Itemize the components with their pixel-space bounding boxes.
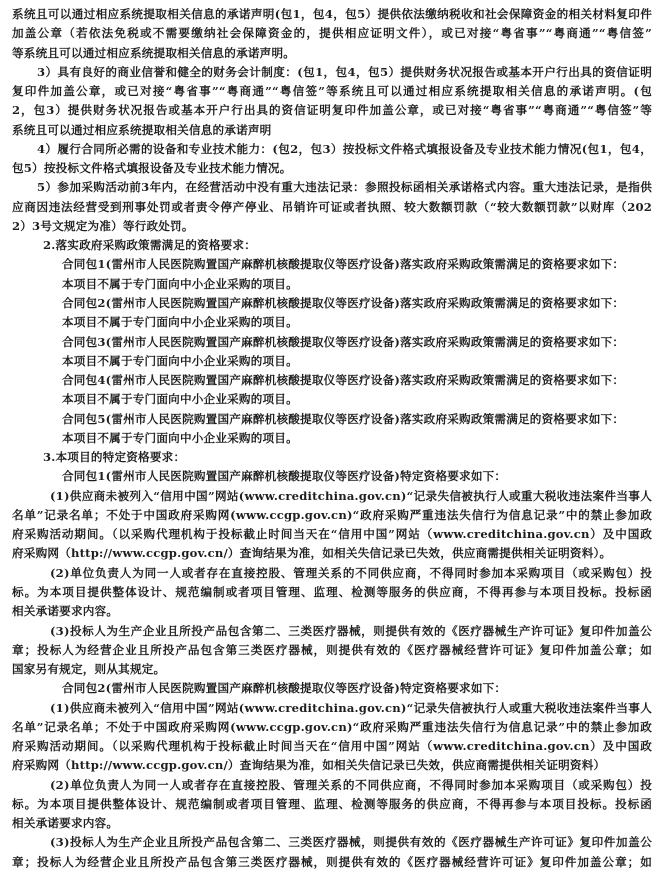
text-line: 合同包5(雷州市人民医院购置国产麻醉机核酸提取仪等医疗设备)落实政府采购政策需满足的资格要求如下： <box>62 411 625 426</box>
text-line: 标。为本项目提供整体设计、规范编制或者项目管理、监理、检测等服务的供应商，不得再参与本项目投标。投标函 <box>12 584 652 599</box>
text-line: 合同包3(雷州市人民医院购置国产麻醉机核酸提取仪等医疗设备)落实政府采购政策需满足的资格要求如下： <box>62 334 625 349</box>
text-line: 相关承诺要求内容。 <box>12 816 119 831</box>
text-line: 3）具有良好的商业信誉和健全的财务会计制度：(包1，包4，包5）提供财务状况报告或基本开户行出具的资信证明 <box>37 64 652 79</box>
text-line: 合同包1(雷州市人民医院购置国产麻醉机核酸提取仪等医疗设备)落实政府采购政策需满足的资格要求如下： <box>62 257 625 272</box>
text-line: 国家另有规定，则从其规定。 <box>12 662 166 677</box>
text-line: 2.落实政府采购政策需满足的资格要求： <box>43 238 256 253</box>
text-line: (3)投标人为生产企业且所投产品包含第二、三类医疗器械，则提供有效的《医疗器械生产许可证》复印件加盖公 <box>50 623 652 638</box>
text-line: (3)投标人为生产企业且所投产品包含第二、三类医疗器械，则提供有效的《医疗器械生产许可证》复印件加盖公 <box>50 835 652 850</box>
text-line: 2）3号文规定为准）等行政处罚。 <box>12 218 194 233</box>
text-line: 5）参加采购活动前3年内，在经营活动中没有重大违法记录：参照投标函相关承诺格式内容。重大违法记录，是指供 <box>37 180 652 195</box>
text-line: 合同包4(雷州市人民医院购置国产麻醉机核酸提取仪等医疗设备)落实政府采购政策需满足的资格要求如下： <box>62 373 625 388</box>
text-line: 章；投标人为经营企业且所投产品包含第三类医疗器械，则提供有效的《医疗器械经营许可证》复印件加盖公章；如 <box>12 642 652 657</box>
text-line: 府采购网（http://www.ccgp.gov.cn/）查询结果为准，如相关失信记录已失效，供应商需提供相关证明资料） <box>12 758 606 773</box>
text-line: 标。为本项目提供整体设计、规范编制或者项目管理、监理、检测等服务的供应商，不得再参与本项目投标。投标函 <box>12 796 652 811</box>
text-line: 府采购活动期间。（以采购代理机构于投标截止时间当天在“信用中国”网站（www.creditchina.gov.cn）及中国政 <box>12 527 652 542</box>
text-line: 本项目不属于专门面向中小企业采购的项目。 <box>62 353 298 368</box>
text-line: 包5）按投标文件格式填报设备及专业技术能力情况。 <box>12 161 292 176</box>
text-line: 本项目不属于专门面向中小企业采购的项目。 <box>62 430 298 445</box>
text-line: 系统且可以通过相应系统提取相关信息的承诺声明 <box>12 122 272 137</box>
text-line: 府采购活动期间。（以采购代理机构于投标截止时间当天在“信用中国”网站（www.creditchina.gov.cn）及中国政 <box>12 739 652 754</box>
text-line: 系统且可以通过相应系统提取相关信息的承诺声明(包1，包4，包5）提供依法缴纳税收和社会保障资金的相关材料复印件 <box>12 7 652 21</box>
text-line: (1)供应商未被列入“信用中国”网站(www.creditchina.gov.cn)“记录失信被执行人或重大税收违法案件当事人 <box>50 488 652 503</box>
text-line: 4）履行合同所必需的设备和专业技术能力：(包2，包3）按投标文件格式填报设备及专业技术能力情况(包1，包4， <box>37 141 652 156</box>
text-line: 名单”记录名单；不处于中国政府采购网(www.ccgp.gov.cn)“政府采购严重违法失信行为信息记录”中的禁止参加政 <box>12 719 652 734</box>
text-line: 合同包1(雷州市人民医院购置国产麻醉机核酸提取仪等医疗设备)特定资格要求如下： <box>62 469 507 484</box>
text-line: 合同包2(雷州市人民医院购置国产麻醉机核酸提取仪等医疗设备)落实政府采购政策需满足的资格要求如下： <box>62 295 625 310</box>
text-line: 合同包2(雷州市人民医院购置国产麻醉机核酸提取仪等医疗设备)特定资格要求如下： <box>62 681 507 696</box>
text-line: 2，包3）提供财务状况报告或基本开户行出具的资信证明复印件加盖公章，或已对接“粤省事”“粤商通”“粤信签”等 <box>12 103 652 118</box>
text-line: (2)单位负责人为同一人或者存在直接控股、管理关系的不同供应商，不得同时参加本采购项目（或采购包）投 <box>50 565 652 580</box>
text-line: 本项目不属于专门面向中小企业采购的项目。 <box>62 276 298 291</box>
text-line: 名单”记录名单；不处于中国政府采购网(www.ccgp.gov.cn)“政府采购严重违法失信行为信息记录”中的禁止参加政 <box>12 507 652 522</box>
text-line: 3.本项目的特定资格要求： <box>43 450 186 465</box>
text-line: 相关承诺要求内容。 <box>12 604 119 619</box>
text-line: 等系统且可以通过相应系统提取相关信息的承诺声明。 <box>12 45 296 60</box>
text-line: 加盖公章（若依法免税或不需要缴纳社会保障资金的，提供相应证明文件），或已对接“粤省事”“粤商通”“粤信签” <box>12 26 652 41</box>
text-line: 应商因违法经营受到刑事处罚或者责令停产停业、吊销许可证或者执照、较大数额罚款（“较大数额罚款”以财库（202 <box>12 199 652 214</box>
text-line: 本项目不属于专门面向中小企业采购的项目。 <box>62 315 298 330</box>
text-line: (1)供应商未被列入“信用中国”网站(www.creditchina.gov.cn)“记录失信被执行人或重大税收违法案件当事人 <box>50 700 652 715</box>
text-line: 复印件加盖公章，或已对接“粤省事”“粤商通”“粤信签”等系统且可以通过相应系统提取相关信息的承诺声明。(包 <box>12 84 652 99</box>
text-line: 本项目不属于专门面向中小企业采购的项目。 <box>62 392 298 407</box>
text-line: (2)单位负责人为同一人或者存在直接控股、管理关系的不同供应商，不得同时参加本采购项目（或采购包）投 <box>50 777 652 792</box>
text-line: 府采购网（http://www.ccgp.gov.cn/）查询结果为准，如相关失信记录已失效，供应商需提供相关证明资料）。 <box>12 546 612 561</box>
text-line: 章；投标人为经营企业且所投产品包含第三类医疗器械，则提供有效的《医疗器械经营许可证》复印件加盖公章；如 <box>12 854 652 869</box>
